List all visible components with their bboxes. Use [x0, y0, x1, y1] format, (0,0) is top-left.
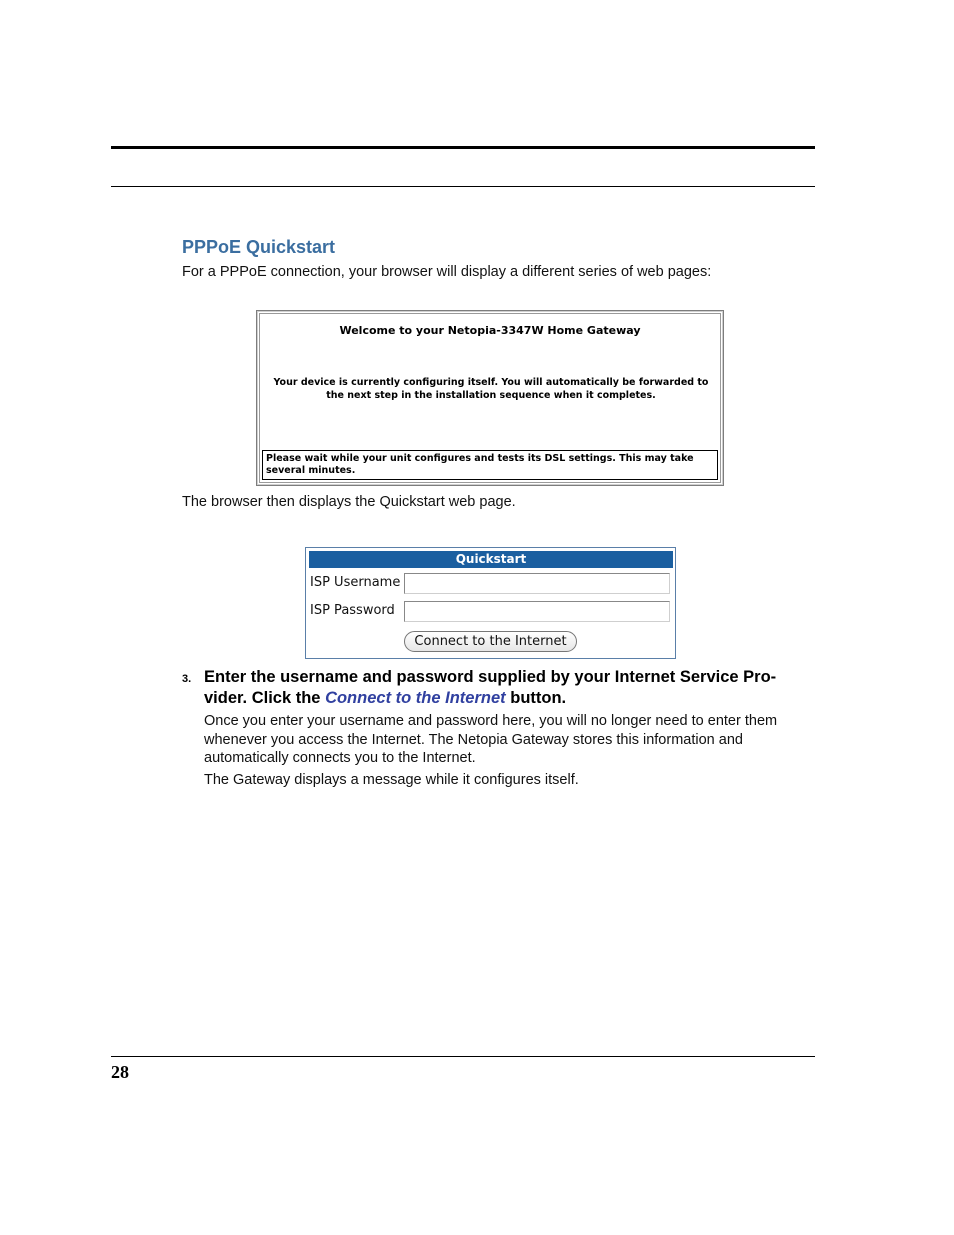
step-number: 3.: [182, 673, 192, 685]
connect-to-internet-button[interactable]: Connect to the Internet: [404, 631, 577, 652]
welcome-title: Welcome to your Netopia-3347W Home Gateway: [339, 324, 641, 337]
header-rule-thin: [111, 186, 815, 187]
quickstart-form: [305, 547, 676, 659]
header-rule-thick: [111, 146, 815, 149]
step-heading: [204, 667, 804, 709]
isp-username-input[interactable]: [404, 573, 670, 594]
footer-rule: [111, 1056, 815, 1057]
quickstart-header: Quickstart: [309, 551, 673, 568]
welcome-screenshot: [256, 310, 724, 486]
connect-link-text: Connect to the Internet: [325, 689, 506, 707]
browser-then-paragraph: The browser then displays the Quickstart web page.: [182, 494, 516, 510]
section-title: PPPoE Quickstart: [182, 237, 336, 257]
step-paragraph-1: Once you enter your username and password here, you will no longer need to enter them whenever you access the Internet. The Netopia Gateway stores this information and automatically connects you to the Internet.: [204, 713, 778, 766]
status-message: Please wait while your unit configures and tests its DSL settings. This may take several minutes.: [262, 450, 718, 480]
step-paragraph-2: The Gateway displays a message while it configures itself.: [204, 772, 579, 788]
step-heading-end: button.: [505, 689, 567, 707]
isp-username-label: ISP Username: [310, 575, 401, 590]
step-heading-text: Enter the username and password supplied by your Internet Service Pro- vider. Click the: [204, 668, 777, 707]
isp-password-label: ISP Password: [310, 603, 395, 618]
page-number: 28: [111, 1062, 129, 1082]
intro-paragraph: For a PPPoE connection, your browser will display a different series of web pages:: [182, 264, 712, 280]
welcome-panel: [259, 313, 721, 483]
welcome-message: Your device is currently configuring itself. You will automatically be forwarded to the next step in the installation sequence when it completes.: [273, 377, 709, 401]
isp-password-input[interactable]: [404, 601, 670, 622]
